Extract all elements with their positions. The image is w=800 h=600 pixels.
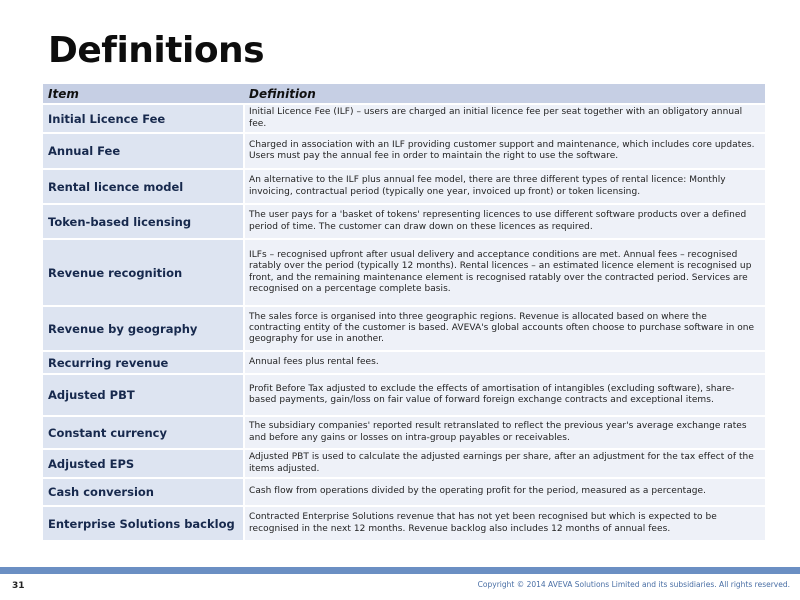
table-row	[43, 506, 765, 541]
definition-cell: An alternative to the ILF plus annual fee model, there are three different types of rental licence: Monthly invoicing, contractual period (typically one year, invoiced up front) or token licensing.	[244, 169, 765, 204]
term-cell: Revenue recognition	[43, 239, 244, 306]
page-title: Definitions	[48, 30, 265, 71]
term-cell: Adjusted EPS	[43, 449, 244, 478]
table-row	[43, 416, 765, 449]
definition-cell: Initial Licence Fee (ILF) – users are charged an initial licence fee per seat together with an obligatory annual fee.	[244, 104, 765, 133]
term-cell: Enterprise Solutions backlog	[43, 506, 244, 541]
definition-cell: Charged in association with an ILF providing customer support and maintenance, which includes core updates. Users must pay the annual fee in order to maintain the right to use the software.	[244, 133, 765, 169]
table-row	[43, 449, 765, 478]
column-header-item: Item	[43, 84, 244, 104]
page-number: 31	[12, 581, 25, 591]
definition-cell: Adjusted PBT is used to calculate the adjusted earnings per share, after an adjustment for the tax effect of the items adjusted.	[244, 449, 765, 478]
term-cell: Revenue by geography	[43, 306, 244, 351]
definition-cell: The subsidiary companies' reported result retranslated to reflect the previous year's average exchange rates and before any gains or losses on intra-group payables or receivables.	[244, 416, 765, 449]
table-row	[43, 104, 765, 133]
definition-cell: Contracted Enterprise Solutions revenue that has not yet been recognised but which is expected to be recognised in the next 12 months. Revenue backlog also includes 12 months of annual fees.	[244, 506, 765, 541]
copyright-notice: Copyright © 2014 AVEVA Solutions Limited and its subsidiaries. All rights reserved.	[477, 580, 790, 589]
term-cell: Adjusted PBT	[43, 374, 244, 416]
table-row	[43, 351, 765, 374]
definition-cell: Profit Before Tax adjusted to exclude the effects of amortisation of intangibles (excluding software), share-based payments, gain/loss on fair value of forward foreign exchange contracts and exceptional items.	[244, 374, 765, 416]
term-cell: Token-based licensing	[43, 204, 244, 239]
definitions-table	[43, 84, 765, 542]
term-cell: Annual Fee	[43, 133, 244, 169]
term-cell: Constant currency	[43, 416, 244, 449]
table-row	[43, 478, 765, 506]
term-cell: Initial Licence Fee	[43, 104, 244, 133]
term-cell: Cash conversion	[43, 478, 244, 506]
term-cell: Rental licence model	[43, 169, 244, 204]
column-header-definition: Definition	[244, 84, 765, 104]
definition-cell: The user pays for a 'basket of tokens' representing licences to use different software products over a defined period of time. The customer can draw down on these licences as required.	[244, 204, 765, 239]
table-row	[43, 169, 765, 204]
term-cell: Recurring revenue	[43, 351, 244, 374]
definition-cell: Annual fees plus rental fees.	[244, 351, 765, 374]
table-header-row	[43, 84, 765, 104]
footer-bar	[0, 567, 800, 574]
definition-cell: Cash flow from operations divided by the operating profit for the period, measured as a percentage.	[244, 478, 765, 506]
table-row	[43, 306, 765, 351]
table-row	[43, 239, 765, 306]
table-row	[43, 133, 765, 169]
definition-cell: The sales force is organised into three geographic regions. Revenue is allocated based on where the contracting entity of the customer is based. AVEVA's global accounts often choose to purchase software in one geography for use in another.	[244, 306, 765, 351]
definition-cell: ILFs – recognised upfront after usual delivery and acceptance conditions are met. Annual fees – recognised ratably over the period (typically 12 months). Rental licences – an estimated licence element is recognised up front, and the remaining maintenance element is recognised ratably over the contracted period. Services are recognised on a percentage complete basis.	[244, 239, 765, 306]
table-row	[43, 374, 765, 416]
table-row	[43, 204, 765, 239]
